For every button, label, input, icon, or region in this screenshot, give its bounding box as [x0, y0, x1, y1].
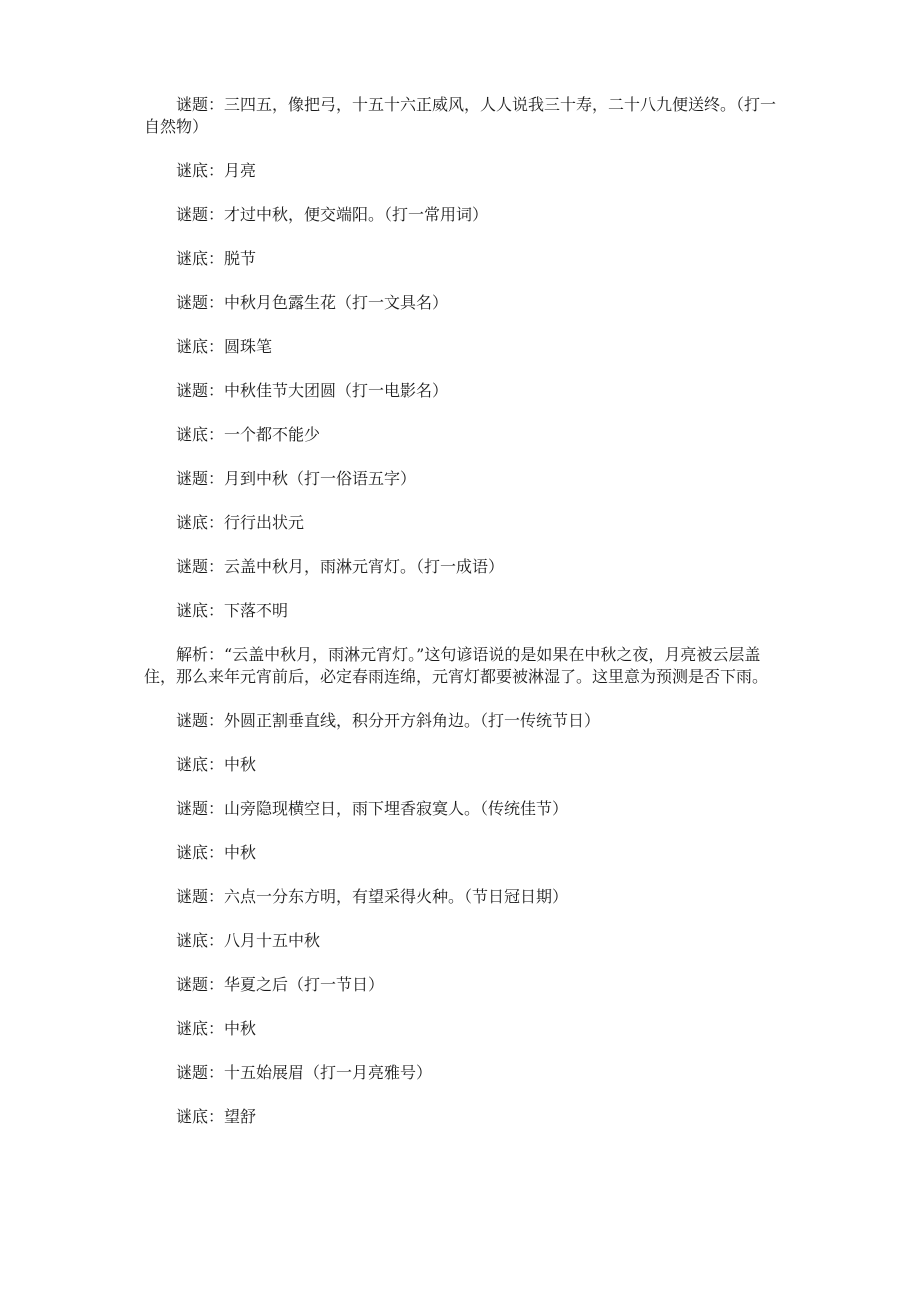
riddle-answer: 谜底：中秋: [176, 843, 257, 862]
riddle-question: 谜题：山旁隐现横空日，雨下埋香寂寞人。（传统佳节）: [176, 799, 569, 818]
riddle-question: 谜题：云盖中秋月，雨淋元宵灯。（打一成语）: [176, 557, 505, 576]
riddle-explanation: 解析：“云盖中秋月，雨淋元宵灯。”这句谚语说的是如果在中秋之夜，月亮被云层盖住，那么来年元宵前后，必定春雨连绵，元宵灯都要被淋湿了。这里意为预测是否下雨。: [144, 645, 769, 686]
riddle-answer: 谜底：望舒: [176, 1107, 257, 1126]
riddle-answer: 谜底：下落不明: [176, 601, 289, 620]
riddle-answer: 谜底：中秋: [176, 755, 257, 774]
riddle-answer: 谜底：月亮: [176, 161, 257, 180]
riddle-answer: 谜底：八月十五中秋: [176, 931, 321, 950]
riddle-question: 谜题：六点一分东方明，有望采得火种。（节日冠日期）: [176, 887, 569, 906]
document-page: [144, 94, 780, 1150]
riddle-question: 谜题：中秋佳节大团圆（打一电影名）: [176, 381, 449, 400]
riddle-question: 谜题：月到中秋（打一俗语五字）: [176, 469, 417, 488]
riddle-question: 谜题：华夏之后（打一节日）: [176, 975, 385, 994]
riddle-answer: 谜底：脱节: [176, 249, 257, 268]
riddle-answer: 谜底：一个都不能少: [176, 425, 321, 444]
riddle-answer: 谜底：中秋: [176, 1019, 257, 1038]
riddle-answer: 谜底：圆珠笔: [176, 337, 273, 356]
riddle-question: 谜题：十五始展眉（打一月亮雅号）: [176, 1063, 433, 1082]
riddle-question: 谜题：才过中秋，便交端阳。（打一常用词）: [176, 205, 489, 224]
riddle-question: 谜题：中秋月色露生花（打一文具名）: [176, 293, 449, 312]
riddle-question: 谜题：外圆正割垂直线，积分开方斜角边。（打一传统节日）: [176, 711, 601, 730]
riddle-question: 谜题：三四五，像把弓，十五十六正威风，人人说我三十寿，二十八九便送终。（打一自然物）: [144, 95, 777, 136]
riddle-answer: 谜底：行行出状元: [176, 513, 305, 532]
